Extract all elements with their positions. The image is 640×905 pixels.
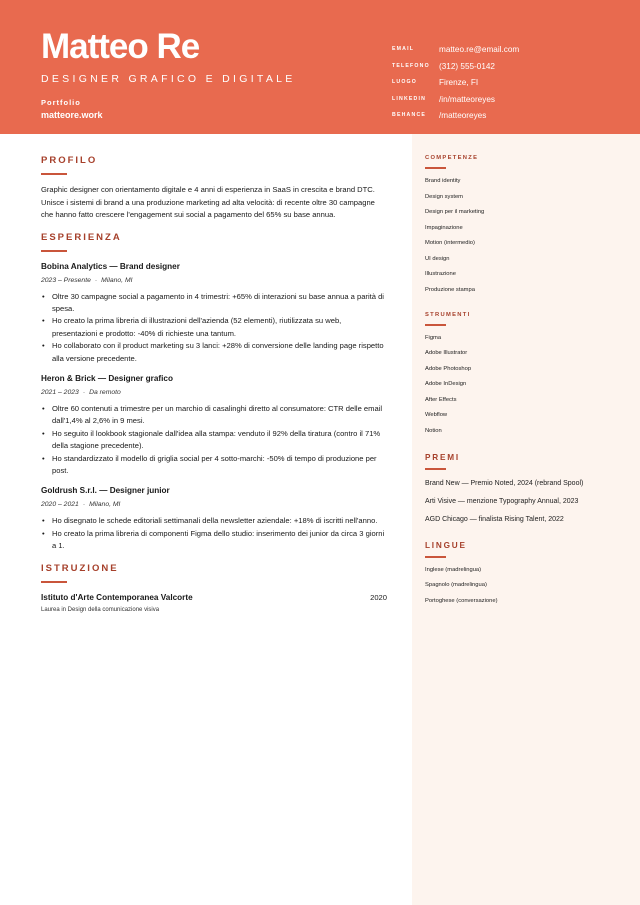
job-entry	[41, 373, 387, 477]
candidate-name: Matteo Re	[41, 27, 200, 66]
email-link[interactable]: matteo.re@email.com	[439, 45, 520, 54]
section-divider	[425, 167, 446, 169]
tools-list	[425, 334, 625, 435]
job-meta: 2021 – 2023 · Da remoto	[41, 388, 121, 396]
contact-key: LINKEDIN	[392, 95, 427, 102]
job-bullets	[41, 403, 387, 477]
location-value: Firenze, FI	[439, 78, 479, 87]
contact-key: LUOGO	[392, 79, 418, 85]
list-item: • Oltre 30 campagne social a pagamento in 4 trimestri: +65% di interazioni su base annua a parità di spesa.	[41, 291, 387, 316]
skills-list	[425, 177, 625, 294]
resume-header	[0, 0, 640, 134]
contact-email	[392, 44, 632, 61]
experience-section	[41, 232, 387, 553]
portfolio-link[interactable]: matteore.work	[41, 110, 103, 120]
list-item: Adobe Photoshop	[425, 365, 472, 372]
section-title: ISTRUZIONE	[41, 562, 119, 574]
list-item: • Ho creato la prima libreria di componenti Figma dello studio: inserimento dei junior da circa 3 giorni a 1.	[41, 528, 387, 553]
awards-list	[425, 479, 625, 524]
education-entry	[41, 592, 387, 603]
contact-key: BEHANCE	[392, 112, 427, 118]
list-item: Design per il marketing	[425, 209, 485, 215]
list-item: Impaginazione	[425, 224, 463, 231]
list-item: Design system	[425, 193, 464, 200]
section-title: PREMI	[425, 452, 460, 462]
degree-name: Laurea in Design della comunicazione visiva	[41, 606, 160, 613]
list-item: • Ho standardizzato il modello di griglia social per 4 sotto-marchi: -50% di tempo di produzione per post.	[41, 453, 387, 478]
job-dates: 2020 – 2021	[41, 501, 79, 509]
contact-linkedin	[392, 94, 632, 111]
list-item: Motion (intermedio)	[425, 240, 475, 246]
list-item: Illustrazione	[425, 271, 456, 277]
list-item: Brand New — Premio Noted, 2024 (rebrand Spool)	[425, 479, 584, 487]
list-item: Figma	[425, 334, 442, 341]
section-title: ESPERIENZA	[41, 231, 122, 243]
languages-list	[425, 566, 625, 605]
skills-section	[425, 154, 625, 294]
job-title: Goldrush S.r.l. — Designer junior	[41, 486, 170, 496]
candidate-subtitle: DESIGNER GRAFICO E DIGITALE	[41, 73, 296, 85]
contact-key: EMAIL	[392, 46, 415, 52]
job-location: Milano, MI	[101, 276, 133, 284]
sidebar-content	[425, 134, 625, 605]
portfolio-label: Portfolio	[41, 98, 81, 107]
list-item: AGD Chicago — finalista Rising Talent, 2022	[425, 515, 564, 523]
school-name: Istituto d'Arte Contemporanea Valcorte	[41, 592, 193, 602]
languages-section	[425, 540, 625, 605]
section-divider	[425, 468, 446, 470]
job-entry	[41, 261, 387, 365]
section-title: COMPETENZE	[425, 155, 479, 161]
contact-block	[392, 44, 632, 127]
tools-section	[425, 311, 625, 435]
main-column	[41, 134, 387, 615]
job-dates: 2023 – Presente	[41, 276, 91, 284]
job-location: Da remoto	[89, 388, 121, 396]
contact-key: TELEFONO	[392, 62, 430, 69]
phone-link[interactable]: (312) 555-0142	[439, 61, 495, 71]
list-item: Adobe InDesign	[425, 381, 467, 387]
section-title: LINGUE	[425, 540, 467, 550]
job-entry	[41, 485, 387, 552]
section-title: STRUMENTI	[425, 311, 471, 318]
section-title: PROFILO	[41, 155, 98, 166]
list-item: Portoghese (conversazione)	[425, 597, 498, 604]
section-divider	[425, 556, 446, 558]
list-item: Webflow	[425, 412, 448, 418]
list-item: Adobe Illustrator	[425, 350, 468, 356]
contact-phone	[392, 61, 632, 78]
section-divider	[41, 173, 67, 175]
job-meta: 2023 – Presente · Milano, MI	[41, 276, 133, 284]
job-location: Milano, MI	[89, 501, 121, 509]
job-bullets	[41, 291, 387, 365]
contact-behance	[392, 110, 632, 127]
list-item: Brand identity	[425, 178, 461, 184]
job-meta: 2020 – 2021 · Milano, MI	[41, 501, 121, 509]
section-divider	[41, 250, 67, 252]
list-item: • Ho collaborato con il product marketing su 3 lanci: +28% di conversione delle landing page rispetto alla versione precedente.	[41, 340, 387, 365]
profile-section	[41, 155, 387, 222]
awards-section	[425, 452, 625, 524]
behance-link[interactable]: /matteoreyes	[439, 111, 487, 120]
profile-text: Graphic designer con orientamento digitale e 4 anni di esperienza in SaaS in crescita e brand DTC. Unisce i sistemi di brand a una produzione marketing ad alta velocità: di recente oltre 30 campagne che hanno fatto crescere l'engagement sui social a pagamento del 65% su base annua.	[41, 185, 375, 219]
job-title: Heron & Brick — Designer grafico	[41, 373, 173, 383]
list-item: • Ho disegnato le schede editoriali settimanali della newsletter aziendale: +18% di iscritti nell'anno.	[41, 515, 387, 527]
list-item: After Effects	[425, 396, 457, 403]
job-dates: 2021 – 2023	[41, 388, 79, 396]
linkedin-link[interactable]: /in/matteoreyes	[439, 94, 495, 104]
job-title: Bobina Analytics — Brand designer	[41, 261, 180, 271]
list-item: Spagnolo (madrelingua)	[425, 582, 487, 588]
list-item: UI design	[425, 255, 450, 262]
education-section	[41, 563, 387, 615]
list-item: Arti Visive — menzione Typography Annual, 2023	[425, 497, 579, 505]
list-item: Produzione stampa	[425, 286, 475, 293]
list-item: • Ho creato la prima libreria di illustrazioni dell'azienda (52 elementi), riutilizzata su web, presentazioni e prodotto: -40% di richieste una tantum.	[41, 315, 387, 340]
list-item: Inglese (madrelingua)	[425, 566, 482, 573]
contact-location	[392, 77, 632, 94]
section-divider	[41, 581, 67, 583]
list-item: • Ho seguito il lookbook stagionale dall'idea alla stampa: venduto il 92% della tiratura (contro il 71% della stagione precedente).	[41, 428, 387, 453]
section-divider	[425, 324, 446, 326]
job-bullets	[41, 515, 387, 552]
list-item: Notion	[425, 427, 442, 434]
graduation-year: 2020	[370, 592, 387, 602]
list-item: • Oltre 60 contenuti a trimestre per un marchio di casalinghi diretto al consumatore: CTR delle email dall'1,4% al 2,6% in 9 mesi.	[41, 403, 387, 428]
